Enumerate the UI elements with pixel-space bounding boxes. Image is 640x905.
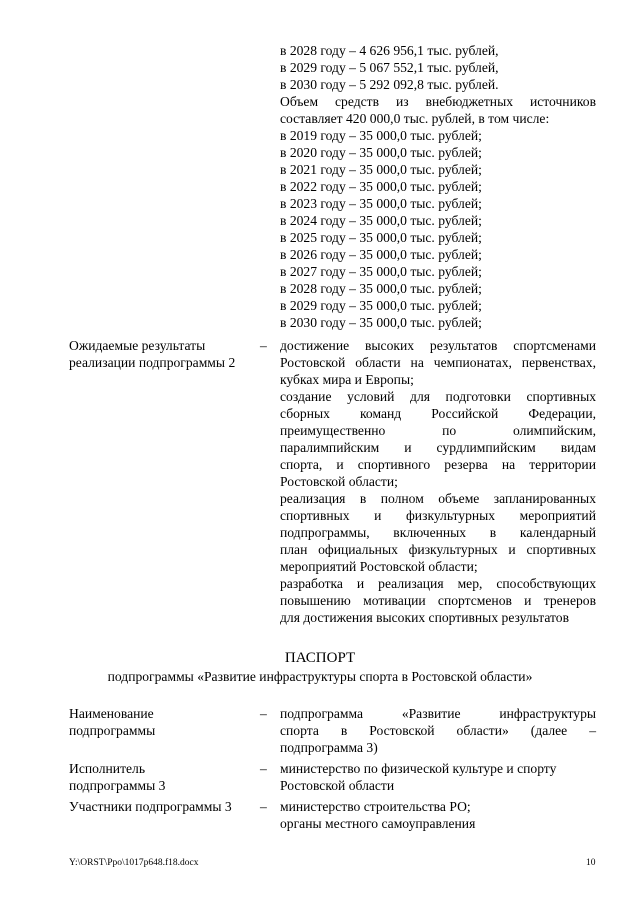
funding-line: в 2028 году – 35 000,0 тыс. рублей; xyxy=(280,281,482,296)
results-line: мероприятий Ростовской области; xyxy=(280,559,478,574)
funding-line: в 2030 году – 5 292 092,8 тыс. рублей. xyxy=(280,77,499,92)
row-value-line: подпрограмма 3) xyxy=(280,740,378,755)
results-line: подпрограммы, включенных в календарный xyxy=(280,525,596,540)
funding-line: составляет 420 000,0 тыс. рублей, в том числе: xyxy=(280,111,550,126)
results-line: повышению мотивации спортсменов и тренеров xyxy=(280,593,596,608)
results-line: достижение высоких результатов спортсменами xyxy=(280,338,596,353)
results-line: паралимпийским и сурдлимпийским видам xyxy=(280,440,596,455)
results-line: преимущественно по олимпийским, xyxy=(280,423,596,438)
funding-line: в 2021 году – 35 000,0 тыс. рублей; xyxy=(280,162,482,177)
row-label-participants: Участники подпрограммы 3 xyxy=(69,799,232,814)
funding-line: в 2020 году – 35 000,0 тыс. рублей; xyxy=(280,145,482,160)
row-value-line: министерство строительства РО; xyxy=(280,799,471,814)
funding-line: в 2027 году – 35 000,0 тыс. рублей; xyxy=(280,264,482,279)
row-dash: – xyxy=(260,706,267,721)
row-value-line: подпрограмма «Развитие инфраструктуры xyxy=(280,706,596,721)
passport-subtitle: подпрограммы «Развитие инфраструктуры спорта в Ростовской области» xyxy=(107,669,533,684)
footer-file-path: Y:\ORST\Ppo\1017p648.f18.docx xyxy=(69,858,199,868)
row-dash: – xyxy=(260,761,267,776)
row-value-line: органы местного самоуправления xyxy=(280,816,476,831)
funding-line: в 2023 году – 35 000,0 тыс. рублей; xyxy=(280,196,482,211)
row-value-line: министерство по физической культуре и спорту xyxy=(280,761,557,776)
funding-line: Объем средств из внебюджетных источников xyxy=(280,94,596,109)
results-label: реализации подпрограммы 2 xyxy=(69,355,236,370)
funding-line: в 2029 году – 35 000,0 тыс. рублей; xyxy=(280,298,482,313)
row-dash: – xyxy=(260,338,267,353)
results-line: план официальных физкультурных и спортивных xyxy=(280,542,596,557)
funding-line: в 2028 году – 4 626 956,1 тыс. рублей, xyxy=(280,43,499,58)
results-line: кубках мира и Европы; xyxy=(280,372,414,387)
results-line: для достижения высоких спортивных результатов xyxy=(280,610,570,625)
funding-line: в 2026 году – 35 000,0 тыс. рублей; xyxy=(280,247,482,262)
results-line: спорта, и спортивного резерва на территории xyxy=(280,457,596,472)
funding-line: в 2024 году – 35 000,0 тыс. рублей; xyxy=(280,213,482,228)
results-line: разработка и реализация мер, способствующих xyxy=(280,576,596,591)
funding-line: в 2025 году – 35 000,0 тыс. рублей; xyxy=(280,230,482,245)
page-number: 10 xyxy=(586,858,596,868)
results-line: спортивных и физкультурных мероприятий xyxy=(280,508,596,523)
row-label-name: Наименование xyxy=(69,706,154,721)
funding-line: в 2019 году – 35 000,0 тыс. рублей; xyxy=(280,128,482,143)
row-label-name: подпрограммы xyxy=(69,723,156,738)
row-dash: – xyxy=(260,799,267,814)
results-label: Ожидаемые результаты xyxy=(69,338,206,353)
row-value-line: спорта в Ростовской области» (далее – xyxy=(280,723,596,738)
row-label-executor: подпрограммы 3 xyxy=(69,778,166,793)
results-line: Ростовской области; xyxy=(280,474,398,489)
row-value-line: Ростовской области xyxy=(280,778,395,793)
funding-line: в 2030 году – 35 000,0 тыс. рублей; xyxy=(280,315,482,330)
funding-line: в 2029 году – 5 067 552,1 тыс. рублей, xyxy=(280,60,499,75)
results-line: реализация в полном объеме запланированных xyxy=(280,491,596,506)
passport-title: ПАСПОРТ xyxy=(284,650,356,666)
funding-line: в 2022 году – 35 000,0 тыс. рублей; xyxy=(280,179,482,194)
results-line: создание условий для подготовки спортивных xyxy=(280,389,596,404)
results-line: сборных команд Российской Федерации, xyxy=(280,406,596,421)
results-line: Ростовской области на чемпионатах, первенствах, xyxy=(280,355,596,370)
row-label-executor: Исполнитель xyxy=(69,761,146,776)
